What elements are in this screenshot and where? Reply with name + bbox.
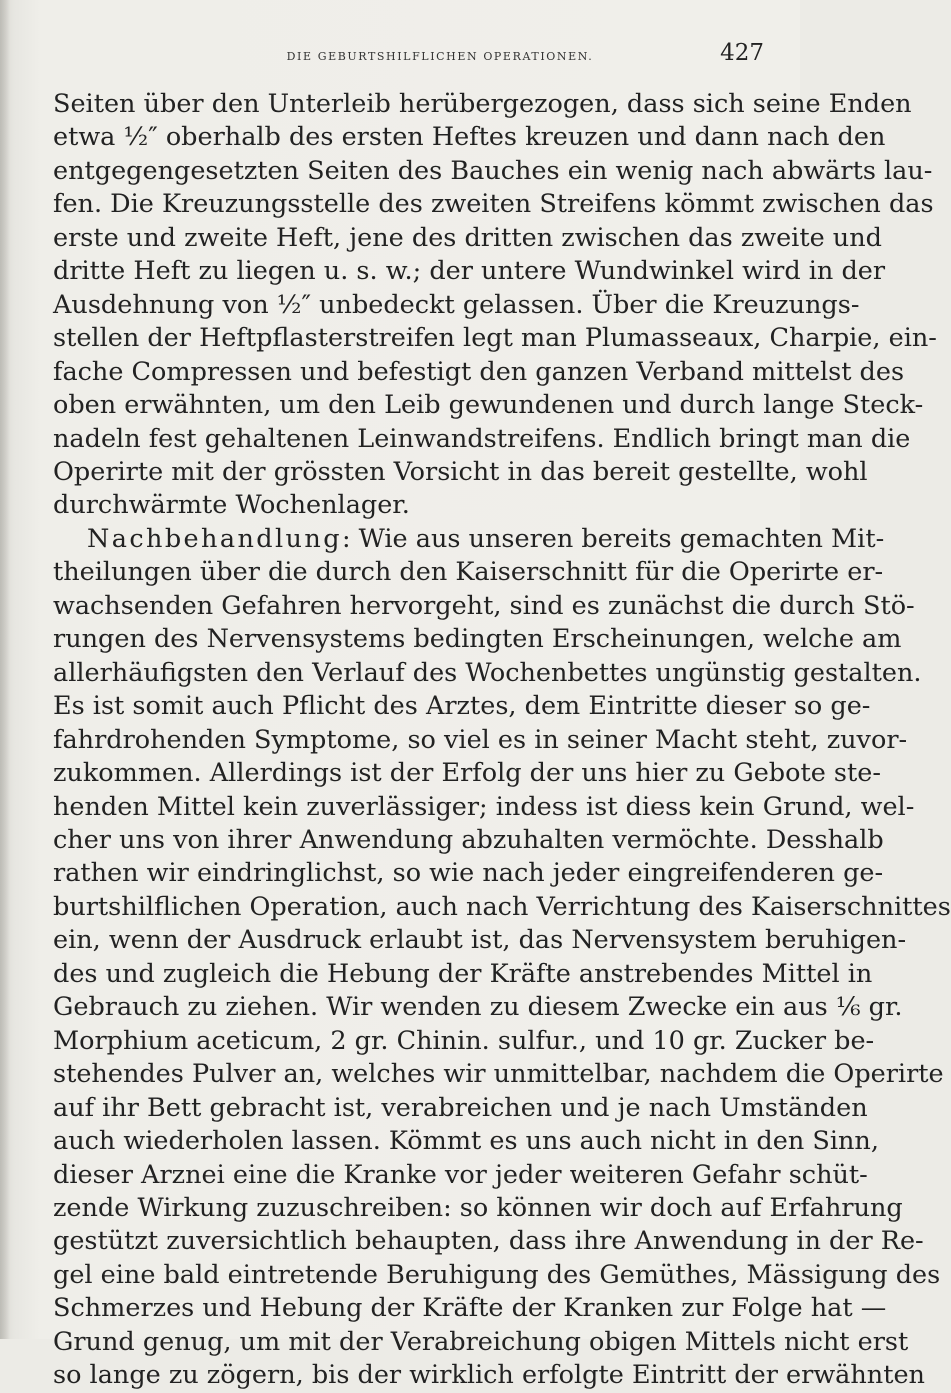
text-line: Seiten über den Unterleib herübergezogen, dass sich seine Enden [53, 89, 912, 119]
section-heading-line: Nachbehandlung: Wie aus unseren bereits gemachten Mit- [87, 523, 885, 554]
text-line: Schmerzes und Hebung der Kräfte der Kranken zur Folge hat — [53, 1293, 887, 1324]
gutter-shadow [0, 0, 10, 1339]
text-line: allerhäufigsten den Verlauf des Wochenbettes ungünstig gestalten. [53, 657, 922, 688]
text-line: Morphium aceticum, 2 gr. Chinin. sulfur., und 10 gr. Zucker be- [53, 1025, 875, 1056]
text-line: wachsenden Gefahren hervorgeht, sind es zunächst die durch Stö- [53, 590, 915, 621]
text-line: rathen wir eindringlichst, so wie nach jeder eingreifenderen ge- [53, 858, 884, 889]
paragraph-end-line: durchwärmte Wochenlager. [53, 490, 410, 521]
text-line: erste und zweite Heft, jene des dritten zwischen das zweite und [53, 222, 882, 253]
text-line: des und zugleich die Hebung der Kräfte anstrebendes Mittel in [53, 958, 873, 989]
text-line: gestützt zuversichtlich behaupten, dass ihre Anwendung in der Re- [53, 1226, 924, 1257]
text-line: rungen des Nervensystems bedingten Erscheinungen, welche am [53, 624, 902, 655]
text-line: auf ihr Bett gebracht ist, verabreichen und je nach Umständen [53, 1092, 868, 1123]
text-line: entgegengesetzten Seiten des Bauches ein wenig nach abwärts lau- [53, 155, 933, 186]
text-line: henden Mittel kein zuverlässiger; indess ist diess kein Grund, wel- [53, 791, 915, 822]
text-line: auch wiederholen lassen. Kömmt es uns auch nicht in den Sinn, [53, 1126, 879, 1157]
text-line: Grund genug, um mit der Verabreichung obigen Mittels nicht erst [53, 1326, 909, 1357]
text-line: Ausdehnung von ½″ unbedeckt gelassen. Über die Kreuzungs- [53, 289, 860, 320]
text-line: dieser Arznei eine die Kranke vor jeder weiteren Gefahr schüt- [53, 1159, 868, 1190]
text-line: gel eine bald eintretende Beruhigung des Gemüthes, Mässigung des [53, 1259, 941, 1290]
body-text [53, 88, 951, 1393]
text-line: etwa ½″ oberhalb des ersten Heftes kreuzen und dann nach den [53, 122, 886, 153]
text-line: Operirte mit der grössten Vorsicht in das bereit gestellte, wohl [53, 456, 868, 487]
text-line: Es ist somit auch Pflicht des Arztes, dem Eintritte dieser so ge- [53, 691, 871, 722]
text-line: nadeln fest gehaltenen Leinwandstreifens. Endlich bringt man die [53, 423, 911, 454]
text-line: Gebrauch zu ziehen. Wir wenden zu diesem Zwecke ein aus ⅙ gr. [53, 992, 903, 1023]
text-line: stellen der Heftpflasterstreifen legt man Plumasseaux, Charpie, ein- [53, 323, 937, 354]
text-line: zende Wirkung zuzuschreiben: so können wir doch auf Erfahrung [53, 1192, 903, 1223]
text-line: zukommen. Allerdings ist der Erfolg der uns hier zu Gebote ste- [53, 758, 881, 789]
text-line: dritte Heft zu liegen u. s. w.; der untere Wundwinkel wird in der [53, 256, 886, 287]
text-line: cher uns von ihrer Anwendung abzuhalten vermöchte. Desshalb [53, 824, 884, 855]
text-line: stehendes Pulver an, welches wir unmittelbar, nachdem die Operirte [53, 1059, 944, 1090]
text-line: fache Compressen und befestigt den ganzen Verband mittelst des [53, 356, 905, 387]
section-heading-word: Nachbehandlung [87, 523, 342, 554]
page-number: 427 [720, 40, 764, 66]
text-line: fen. Die Kreuzungsstelle des zweiten Streifens kömmt zwischen das [53, 189, 934, 220]
text-line: fahrdrohenden Symptome, so viel es in seiner Macht steht, zuvor- [53, 724, 908, 755]
text-line: ein, wenn der Ausdruck erlaubt ist, das Nervensystem beruhigen- [53, 925, 907, 956]
text-line: burtshilflichen Operation, auch nach Verrichtung des Kaiserschnittes [53, 891, 951, 922]
text-line: oben erwähnten, um den Leib gewundenen und durch lange Steck- [53, 390, 924, 421]
text-line: so lange zu zögern, bis der wirklich erfolgte Eintritt der erwähnten [53, 1360, 925, 1391]
running-title: DIE GEBURTSHILFLICHEN OPERATIONEN. [286, 50, 594, 63]
text-line: theilungen über die durch den Kaiserschnitt für die Operirte er- [53, 557, 884, 588]
